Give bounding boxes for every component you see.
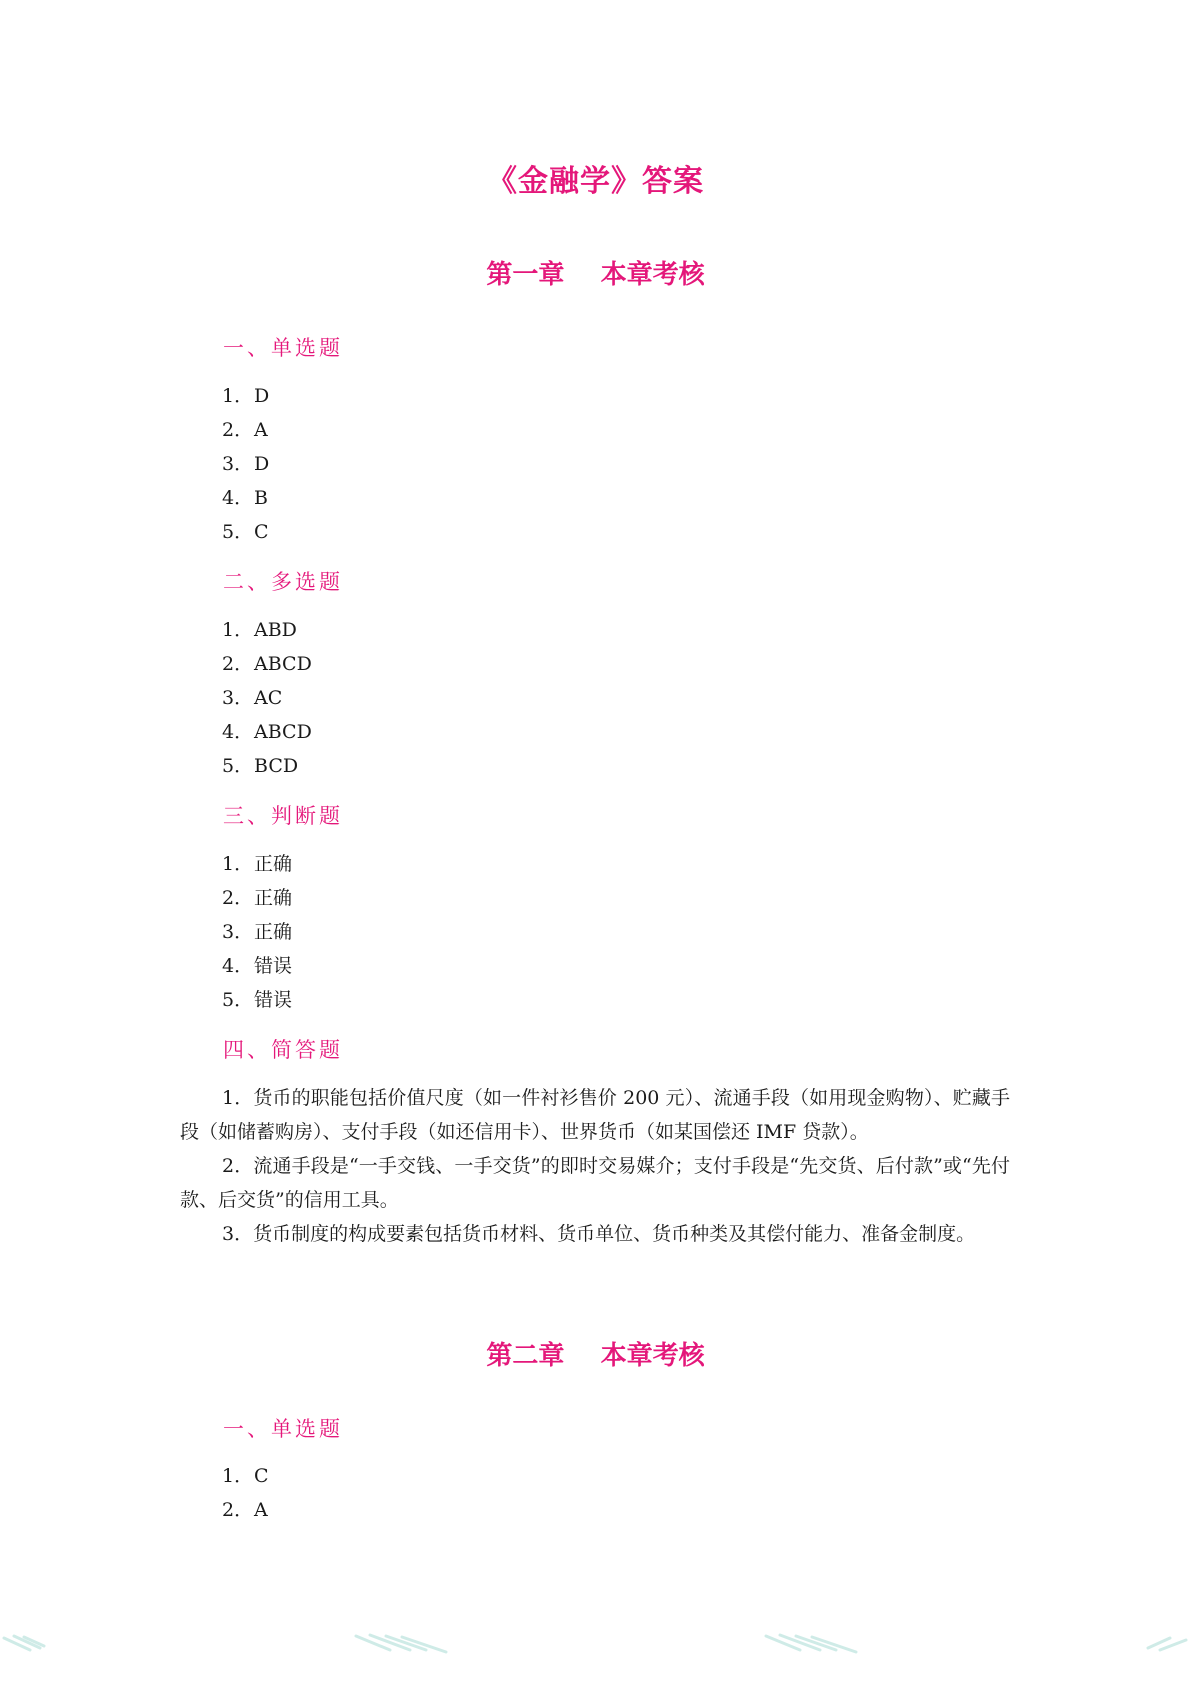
list-item: 3．AC: [222, 687, 283, 709]
document-title: 《金融学》答案: [487, 164, 704, 199]
list-item: 1．D: [222, 385, 270, 407]
list-item: 2．正确: [222, 887, 293, 909]
watermark-logo: [760, 1632, 870, 1654]
list-item: 5．BCD: [222, 755, 299, 777]
list-item: 2．A: [222, 1499, 268, 1521]
list-item: 3．D: [222, 453, 270, 475]
chapter-2-heading: 第二章 本章考核: [486, 1341, 705, 1371]
chapter-1-heading: 第一章 本章考核: [486, 260, 705, 290]
watermark-logo: [1140, 1632, 1191, 1654]
list-item: 4．B: [222, 487, 268, 509]
short-answer-paragraph: 3．货币制度的构成要素包括货币材料、货币单位、货币种类及其偿付能力、准备金制度。: [222, 1223, 976, 1245]
short-answer-paragraph: 2．流通手段是“一手交钱、一手交货”的即时交易媒介；支付手段是“先交货、后付款”或“先付款、后交货”的信用工具。: [180, 1155, 1010, 1211]
list-item: 4．错误: [222, 955, 293, 977]
true-false-answer-list: [222, 847, 292, 1017]
list-item: 1．C: [222, 1465, 269, 1487]
list-item: 5．错误: [222, 989, 293, 1011]
multiple-choice-answer-list: [222, 613, 312, 783]
list-item: 1．正确: [222, 853, 293, 875]
section-short-answer: 四、简答题: [223, 1038, 343, 1062]
section-single-choice: 一、单选题: [223, 336, 343, 360]
list-item: 4．ABCD: [222, 721, 312, 743]
list-item: 2．ABCD: [222, 653, 312, 675]
watermark-logo: [350, 1632, 460, 1654]
list-item: 2．A: [222, 419, 268, 441]
section-multiple-choice: 二、多选题: [223, 570, 343, 594]
short-answer-paragraph: 1．货币的职能包括价值尺度（如一件衬衫售价 200 元）、流通手段（如用现金购物）、贮藏手段（如储蓄购房）、支付手段（如还信用卡）、世界货币（如某国偿还 IMF 贷款）。: [180, 1087, 1010, 1143]
single-choice-answer-list: [222, 379, 269, 549]
watermark-logo: [0, 1632, 110, 1654]
section-true-false: 三、判断题: [223, 804, 343, 828]
section-single-choice: 一、单选题: [223, 1417, 343, 1441]
list-item: 5．C: [222, 521, 269, 543]
list-item: 1．ABD: [222, 619, 297, 641]
list-item: 3．正确: [222, 921, 293, 943]
single-choice-answer-list: [222, 1459, 269, 1527]
